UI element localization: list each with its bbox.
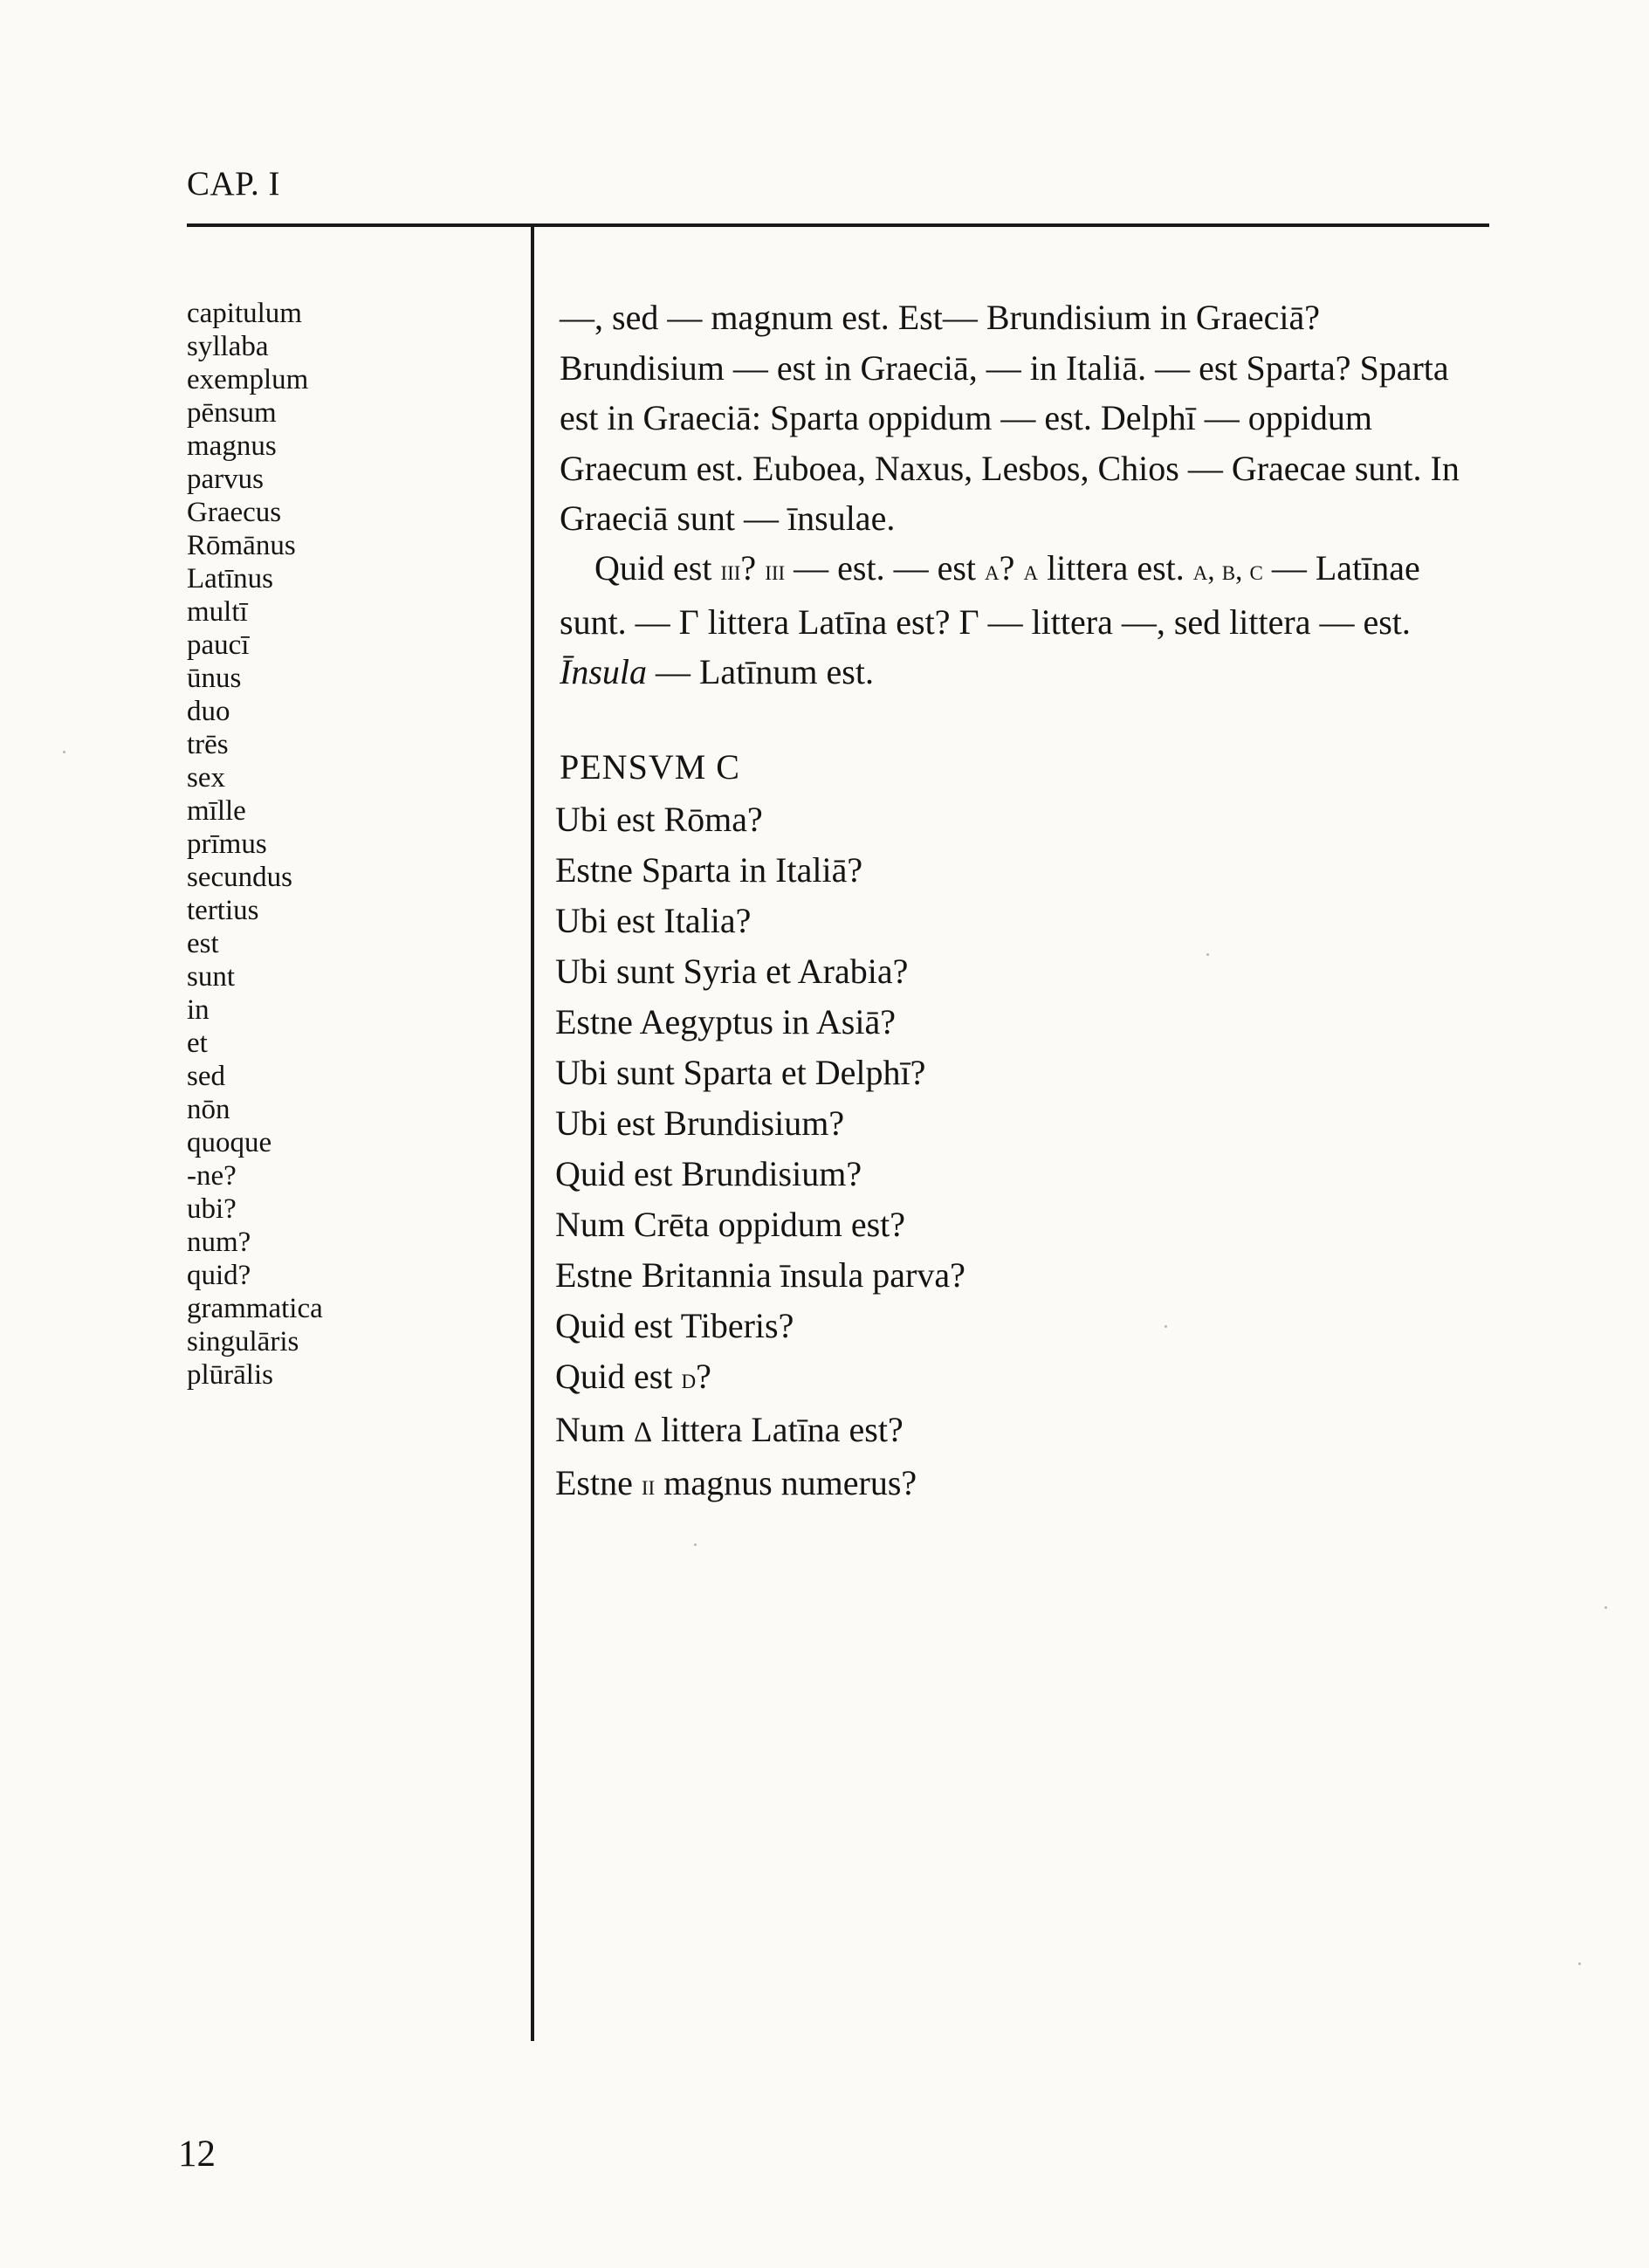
vocab-item: Rōmānus: [187, 530, 296, 561]
vocab-item: sed: [187, 1061, 225, 1092]
vocab-item: trēs: [187, 729, 229, 760]
vocab-item: singulāris: [187, 1326, 299, 1357]
letter-glyph: d: [681, 1364, 697, 1395]
text-run: ?: [696, 1357, 711, 1396]
vocab-item: in: [187, 994, 210, 1026]
paper-speck: [1604, 1606, 1607, 1609]
exercise-paragraph-1: —, sed — magnum est. Est— Brundisium in Graeciā? Brundisium — est in Graeciā, — in Italiā. — est Sparta? Sparta est in Graeciā: Sparta oppidum — est. Delphī — oppidum Graecum est. Euboea, Naxus, Lesbos, Chios — Graecae sunt. In Graeciā sunt — īnsulae.: [560, 298, 1460, 538]
vocab-item: mīlle: [187, 795, 246, 827]
letter-glyph: a: [985, 555, 1000, 587]
paper-speck: [1578, 1962, 1581, 1965]
text-run: Quid est: [594, 548, 721, 588]
text-run: Quid est: [555, 1357, 682, 1396]
question-list: [555, 794, 965, 1511]
vocab-item: quoque: [187, 1127, 272, 1158]
question-item: Ubi est Rōma?: [555, 800, 763, 839]
question-item: [555, 1405, 965, 1458]
question-item: Estne Aegyptus in Asiā?: [555, 1002, 896, 1041]
text-run: — Latīnum est.: [647, 652, 874, 691]
vocab-item: et: [187, 1027, 208, 1059]
vocabulary-list: [187, 297, 323, 1392]
vocab-item: paucī: [187, 629, 250, 661]
vocab-item: secundus: [187, 862, 292, 893]
text-run: — Latīnae sunt. — Γ littera Latīna est? Γ — littera —, sed littera — est.: [560, 548, 1420, 642]
vocab-item: est: [187, 928, 219, 959]
vocab-item: multī: [187, 596, 248, 628]
letter-glyphs: a, b, c: [1192, 555, 1263, 587]
question-item: Ubi est Italia?: [555, 901, 752, 940]
vocab-item: exemplum: [187, 364, 309, 395]
vocab-item: tertius: [187, 895, 259, 926]
vocab-item: nōn: [187, 1094, 230, 1125]
text-run: ?: [999, 548, 1024, 588]
question-item: [555, 1351, 965, 1405]
exercise-paragraph-2: [560, 543, 1489, 698]
question-item: Quid est Brundisium?: [555, 1154, 862, 1193]
roman-numeral: iii: [765, 555, 786, 587]
text-run: Estne: [555, 1463, 642, 1502]
vocab-item: syllaba: [187, 331, 269, 362]
question-item: Ubi sunt Syria et Arabia?: [555, 952, 909, 991]
vocab-item: pēnsum: [187, 397, 277, 429]
text-run: ?: [740, 548, 766, 588]
letter-glyph: a: [1023, 555, 1039, 587]
text-run: — est. — est: [785, 548, 986, 588]
roman-numeral: iii: [720, 555, 741, 587]
vocab-item: parvus: [187, 464, 264, 495]
exercise-heading: PENSVM C: [560, 747, 740, 787]
paper-speck: [63, 751, 65, 753]
letter-glyph: Δ: [634, 1417, 653, 1448]
question-item: [555, 1458, 965, 1511]
vocab-item: Graecus: [187, 497, 282, 528]
question-item: Ubi est Brundisium?: [555, 1103, 845, 1143]
text-run: littera Latīna est?: [652, 1410, 904, 1449]
vocab-item: plūrālis: [187, 1359, 273, 1391]
vocab-item: prīmus: [187, 828, 267, 860]
vocab-item: quid?: [187, 1260, 251, 1291]
vocab-item: num?: [187, 1227, 251, 1258]
italic-word: Īnsula: [560, 652, 647, 691]
paper-speck: [694, 1543, 697, 1546]
paper-speck: [1206, 953, 1209, 956]
header-rule: [187, 223, 1489, 227]
text-run: magnus numerus?: [655, 1463, 917, 1502]
text-run: Num: [555, 1410, 634, 1449]
vocab-item: ubi?: [187, 1193, 237, 1225]
vocab-item: duo: [187, 696, 230, 727]
vocab-item: grammatica: [187, 1293, 323, 1324]
paper-speck: [1165, 1325, 1167, 1328]
chapter-header: CAP. I: [187, 165, 281, 203]
vocab-item: sunt: [187, 961, 236, 993]
vocab-item: capitulum: [187, 298, 302, 329]
question-item: Quid est Tiberis?: [555, 1306, 794, 1345]
question-item: Num Crēta oppidum est?: [555, 1205, 906, 1244]
vocab-item: sex: [187, 762, 225, 794]
column-divider: [531, 223, 534, 2041]
vocab-item: ūnus: [187, 663, 242, 694]
question-item: Ubi sunt Sparta et Delphī?: [555, 1053, 926, 1092]
question-item: Estne Britannia īnsula parva?: [555, 1255, 965, 1295]
page-number: 12: [178, 2134, 216, 2175]
vocab-item: magnus: [187, 430, 277, 462]
roman-numeral: ii: [641, 1470, 656, 1502]
vocab-item: -ne?: [187, 1160, 237, 1192]
question-item: Estne Sparta in Italiā?: [555, 850, 863, 890]
text-run: littera est.: [1038, 548, 1193, 588]
vocab-item: Latīnus: [187, 563, 273, 594]
